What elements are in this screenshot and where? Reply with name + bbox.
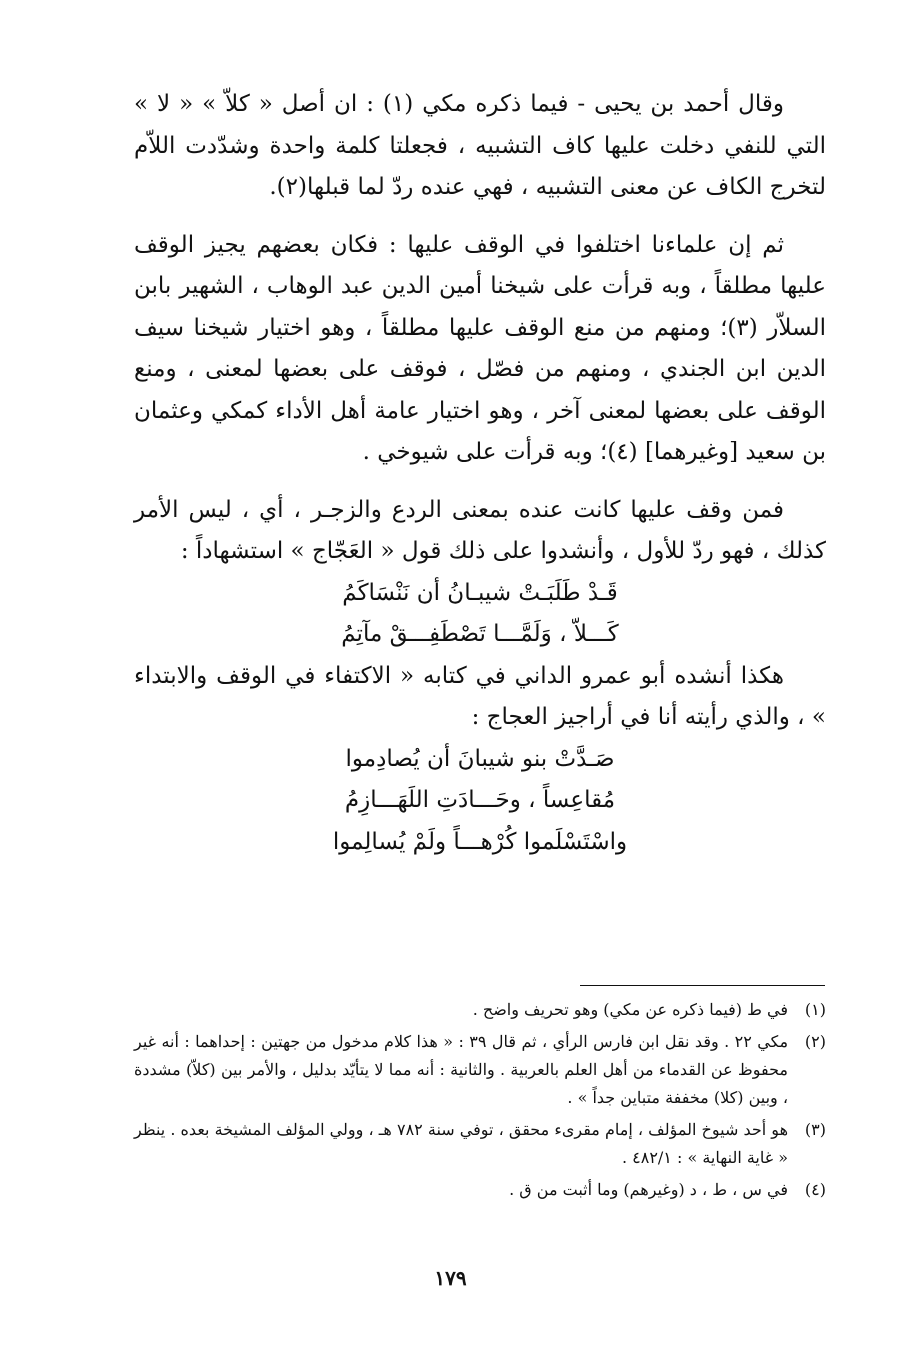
- footnote-divider: [580, 985, 825, 986]
- footnotes: [134, 996, 826, 1208]
- verse-line: كَـــلاّ ، وَلَمَّـــا تَصْطَفِـــقْ مآتِمُ: [341, 621, 619, 647]
- paragraph-2: ثم إن علماءنا اختلفوا في الوقف عليها : فكان بعضهم يجيز الوقف عليها مطلقاً ، وبه قرأت على شيخنا أمين الدين عبد الوهاب ، الشهير بابن السلاّر (٣)؛ ومنهم من منع الوقف عليها مطلقاً ، وهو اختيار شيخنا سيف الدين ابن الجندي ، ومنهم من فصّل ، فوقف على بعضها لمعنى ، ومنع الوقف على بعضها لمعنى آخر ، وهو اختيار عامة أهل الأداء كمكي وعثمان بن سعيد [وغيرهما] (٤)؛ وبه قرأت على شيوخي .: [134, 231, 827, 465]
- footnote-text: في ط (فيما ذكره عن مكي) وهو تحريف واضح .: [472, 1000, 788, 1019]
- footnote-text: هو أحد شيوخ المؤلف ، إمام مقرىء محقق ، توفي سنة ٧٨٢ هـ ، وولي المؤلف المشيخة بعده . ينظر « غاية النهاية » : ٤٨٢/١ .: [134, 1120, 789, 1167]
- footnote: [134, 1116, 826, 1172]
- paragraph-4: هكذا أنشده أبو عمرو الداني في كتابه « الاكتفاء في الوقف والابتداء » ، والذي رأيته أنا في أراجيز العجاج :: [134, 662, 826, 730]
- footnote-number: (٤): [804, 1180, 826, 1199]
- verse-line: صَـدَّتْ بنو شيبانَ أن يُصادِموا: [345, 745, 615, 772]
- footnote-text: في س ، ط ، د (وغيرهم) وما أثبت من ق .: [509, 1180, 788, 1199]
- footnote-text: مكي ٢٢ . وقد نقل ابن فارس الرأي ، ثم قال ٣٩ : « هذا كلام مدخول من جهتين : إحداهما : أنه غير محفوظ عن القدماء من أهل العلم بالعربية . والثانية : أنه مما لا يتأيّد بدليل ، والأمر بين (كلاّ) مشددة ، وبين (كلا) مخففة متباين جداً » .: [134, 1032, 789, 1107]
- verse-line: قَـدْ طَلَبَـتْ شيبـانُ أن نَنْسَاكَمُ: [342, 579, 618, 606]
- footnote: [134, 996, 826, 1024]
- paragraph-3: فمن وقف عليها كانت عنده بمعنى الردع والزجـر ، أي ، ليس الأمر كذلك ، فهو ردّ للأول ، وأنشدوا على ذلك قول « العَجّاج » استشهاداً :: [134, 496, 826, 564]
- verse-line: واسْتَسْلَموا كُرْهـــاً ولَمْ يُسالِموا: [332, 828, 628, 855]
- footnote: [134, 1028, 826, 1112]
- paragraph-1: وقال أحمد بن يحيى - فيما ذكره مكي (١) : ان أصل « كلاّ » « لا » التي للنفي دخلت عليها كاف التشبيه ، فجعلتا كلمة واحدة وشدّدت اللاّم لتخرج الكاف عن معنى التشبيه ، فهي عنده ردّ لما قبلها(٢).: [134, 91, 826, 200]
- main-text: [134, 84, 826, 863]
- footnote: [134, 1176, 826, 1204]
- footnote-number: (٣): [804, 1120, 826, 1139]
- verse-line: مُقاعِساً ، وحَـــادَتِ اللَهَـــازِمُ: [344, 787, 616, 813]
- footnote-number: (٢): [804, 1032, 826, 1051]
- page-number: ١٧٩: [434, 1266, 467, 1290]
- footnote-number: (١): [804, 1000, 826, 1019]
